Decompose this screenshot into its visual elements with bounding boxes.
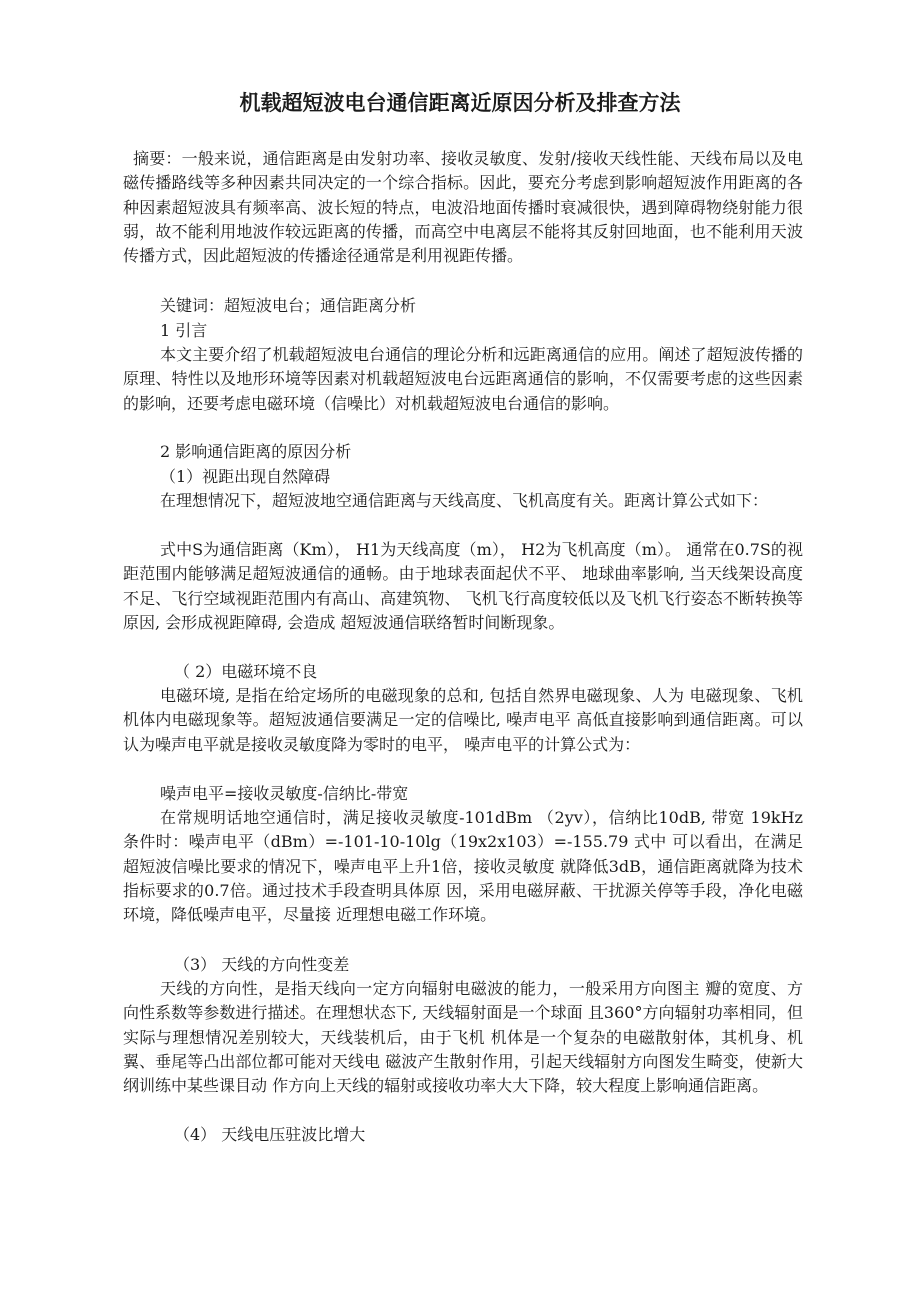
section-2-heading: 2 影响通信距离的原因分析 (160, 442, 352, 461)
subsection-4-heading: （4） 天线电压驻波比增大 (174, 1125, 366, 1144)
section-1-paragraph: 本文主要介绍了机载超短波电台通信的理论分析和远距离通信的应用。阐述了超短波传播的原理、特性以及地形环境等因素对机载超短波电台远距离通信的影响，不仅需要考虑的这些因素的影响，还要考虑电磁环境（信噪比）对机载超短波电台通信的影响。 (123, 345, 803, 413)
keywords-line: 关键词：超短波电台；通信距离分析 (160, 296, 417, 315)
subsection-1-paragraph-1: 在理想情况下，超短波地空通信距离与天线高度、飞机高度有关。距离计算公式如下： (160, 491, 769, 510)
subsection-1-paragraph-2: 式中S为通信距离（Km）， H1为天线高度（m）， H2为飞机高度（m）。 通常在0.7S的视距范围内能够满足超短波通信的通畅。由于地球表面起伏不平、 地球曲率影响, 当天线架设高度不足、飞行空域视距范围内有高山、高建筑物、 飞机飞行高度较低以及飞机飞行姿态不断转换等原因, 会形成视距障碍, 会造成 超短波通信联络暂时间断现象。 (123, 540, 803, 632)
subsection-2-heading: （ 2）电磁环境不良 (174, 662, 318, 681)
noise-level-formula: 噪声电平=接收灵敏度-信纳比-带宽 (160, 784, 409, 803)
subsection-2-paragraph-1: 电磁环境, 是指在给定场所的电磁现象的总和, 包括自然界电磁现象、人为 电磁现象、飞机机体内电磁现象等。超短波通信要满足一定的信噪比, 噪声电平 高低直接影响到通信距离。可以认为噪声电平就是接收灵敏度降为零时的电平， 噪声电平的计算公式为： (123, 686, 803, 754)
document-title: 机载超短波电台通信距离近原因分析及排查方法 (239, 90, 681, 115)
subsection-3-paragraph: 天线的方向性，是指天线向一定方向辐射电磁波的能力，一般采用方向图主 瓣的宽度、方向性系数等参数进行描述。在理想状态下, 天线辐射面是一个球面 且360°方向辐射功率相同，但实际与理想情况差别较大，天线装机后，由于飞机 机体是一个复杂的电磁散射体，其机身、机翼、垂尾等凸出部位都可能对天线电 磁波产生散射作用，引起天线辐射方向图发生畸变，使新大纲训练中某些课目动 作方向上天线的辐射或接收功率大大下降，较大程度上影响通信距离。 (123, 979, 803, 1096)
abstract-paragraph: 摘要：一般来说，通信距离是由发射功率、接收灵敏度、发射/接收天线性能、天线布局以及电磁传播路线等多种因素共同决定的一个综合指标。因此，要充分考虑到影响超短波作用距离的各种因素超短波具有频率高、波长短的特点，电波沿地面传播时衰减很快，遇到障碍物绕射能力很弱，故不能利用地波作较远距离的传播，而高空中电离层不能将其反射回地面，也不能利用天波传播方式，因此超短波的传播途径通常是利用视距传播。 (123, 149, 803, 266)
section-1-heading: 1 引言 (160, 321, 208, 340)
subsection-1-heading: （1）视距出现自然障碍 (160, 467, 331, 486)
subsection-3-heading: （3） 天线的方向性变差 (174, 955, 350, 974)
subsection-2-paragraph-2: 在常规明话地空通信时，满足接收灵敏度-101dBm （2yv），信纳比10dB, 带宽 19kHz 条件时：噪声电平（dBm）=-101-10-10lg（19x2x103）=-155.79 式中 可以看出，在满足超短波信噪比要求的情况下，噪声电平上升1倍，接收灵敏度 就降低3dB，通信距离就降为技术指标要求的0.7倍。通过技术手段查明具体原 因，采用电磁屏蔽、干扰源关停等手段，净化电磁环境，降低噪声电平，尽量接 近理想电磁工作环境。 (123, 808, 803, 925)
